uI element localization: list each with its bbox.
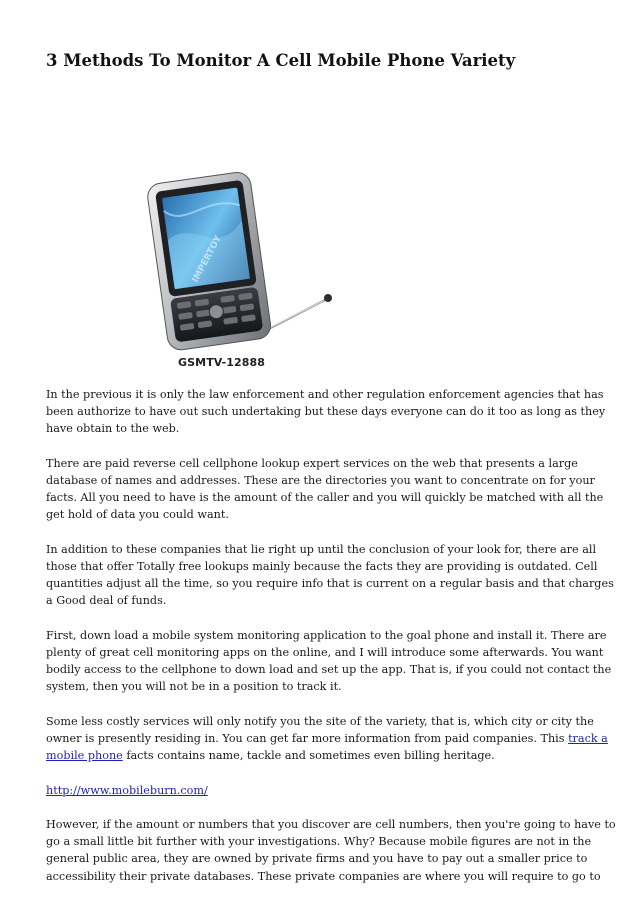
text-line: bodily access to the cellphone to down load and set up the app. That is, if you could not contact the [46, 663, 612, 677]
paragraph [46, 627, 612, 696]
track-mobile-phone-link-part1[interactable]: track a [568, 732, 608, 745]
paragraph [46, 816, 616, 885]
article-body [46, 386, 616, 902]
text-line: general public area, they are owned by private firms and you have to pay out a smaller price to [46, 852, 588, 866]
text-line: been authorize to have out such undertaking but these days everyone can do it too as long as they [46, 405, 606, 419]
text-line: database of names and addresses. These are the directories you want to concentrate on for your [46, 474, 595, 487]
paragraph [46, 455, 604, 524]
mobileburn-url-link[interactable]: http://www.mobileburn.com/ [46, 783, 208, 797]
text-line: get hold of data you could want. [46, 508, 229, 522]
text-segment: owner is presently residing in. You can get far more information from paid companies. This [46, 732, 569, 745]
text-line: a Good deal of funds. [46, 594, 167, 608]
text-line: system, then you will not be in a position to track it. [46, 680, 342, 694]
paragraph [46, 713, 608, 765]
text-line: quantities adjust all the time, so you require info that is current on a regular basis and that charges [46, 577, 614, 591]
paragraph [46, 386, 606, 438]
text-line: In the previous it is only the law enforcement and other regulation enforcement agencies that has [46, 388, 604, 401]
text-line: go a small little bit further with your investigations. Why? Because mobile figures are not in the [46, 835, 592, 849]
text-line: accessibility their private databases. These private companies are where you will require to go to [46, 869, 601, 883]
text-line: have obtain to the web. [46, 422, 180, 436]
text-line: Some less costly services will only notify you the site of the variety, that is, which city or city the [46, 714, 594, 728]
phone-image [135, 165, 365, 375]
page-title: 3 Methods To Monitor A Cell Mobile Phone Variety [46, 51, 516, 70]
text-line: However, if the amount or numbers that you discover are cell numbers, then you're going to have to [46, 817, 616, 831]
phone-illustration [135, 165, 365, 360]
paragraph [46, 782, 594, 799]
track-mobile-phone-link-part2[interactable]: mobile phone [46, 749, 123, 763]
paragraph [46, 541, 614, 610]
text-segment: facts contains name, tackle and sometimes even billing heritage. [122, 749, 495, 763]
image-caption: GSMTV-12888 [178, 356, 266, 369]
text-line: those that offer Totally free lookups mainly because the facts they are providing is outdated. Cell [46, 560, 598, 573]
text-line: plenty of great cell monitoring apps on the online, and I will introduce some afterwards. You want [46, 646, 604, 659]
text-line: There are paid reverse cell cellphone lookup expert services on the web that presents a large [46, 456, 578, 470]
text-line: In addition to these companies that lie right up until the conclusion of your look for, there are all [46, 542, 597, 556]
text-line: facts. All you need to have is the amount of the caller and you will quickly be matched with all the [46, 491, 604, 505]
watermark-text: IMPERTOY [190, 234, 224, 285]
text-line [46, 730, 608, 747]
text-line: First, down load a mobile system monitoring application to the goal phone and install it. There are [46, 628, 607, 642]
text-line [46, 747, 594, 764]
